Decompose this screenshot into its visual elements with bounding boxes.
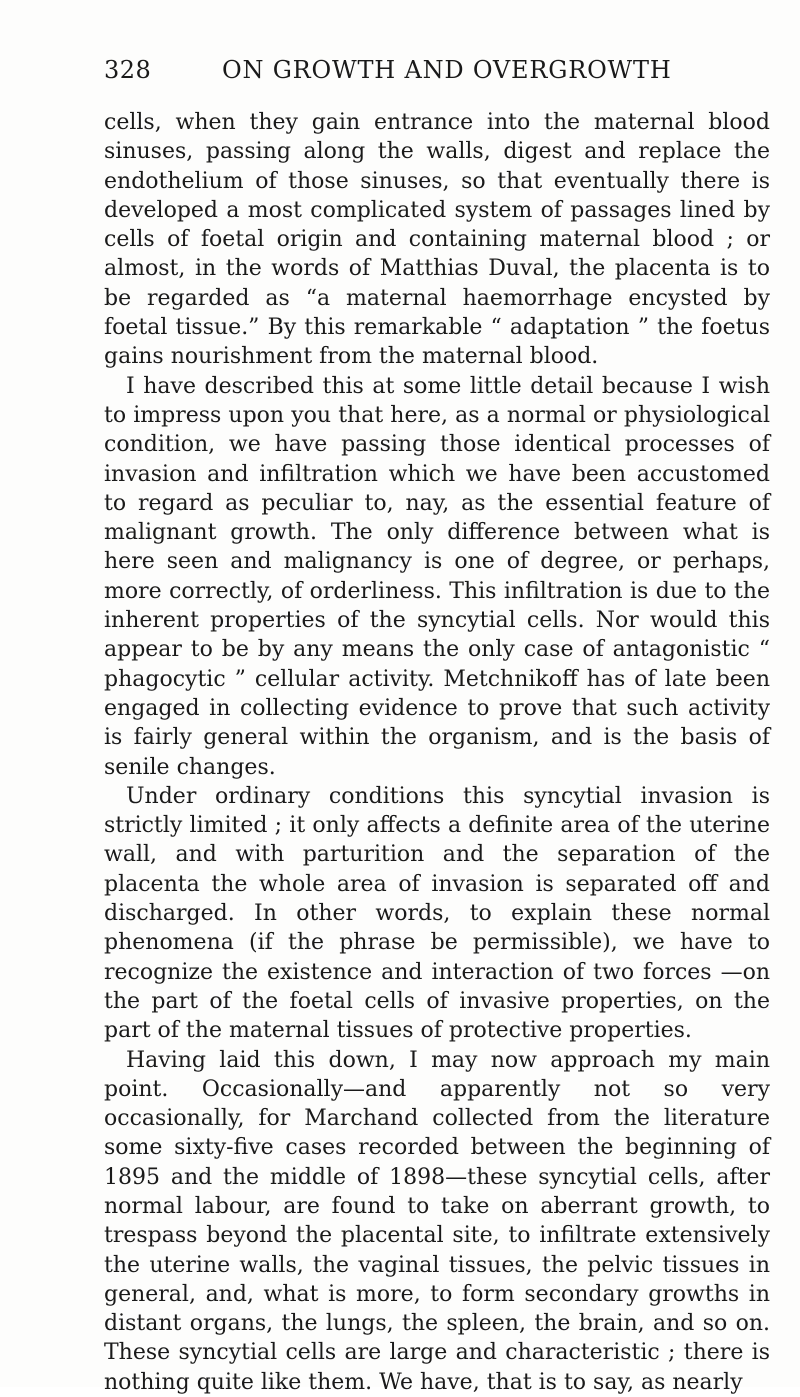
page-number: 328 <box>104 56 151 84</box>
paragraph: Having laid this down, I may now approach my main point. Occasionally—and apparently not so very occasionally, for Marchand collected from the literature some sixty-five cases recorded between the beginning of 1895 and the middle of 1898—these syncytial cells, after normal labour, are found to take on aberrant growth, to trespass beyond the placental site, to infiltrate extensively the uterine walls, the vaginal tissues, the pelvic tissues in general, and, what is more, to form secondary growths in distant organs, the lungs, the spleen, the brain, and so on. These syncytial cells are large and characteristic ; there is nothing quite like them. We have, that is to say, as nearly <box>104 1046 770 1397</box>
running-head <box>104 56 770 90</box>
paragraph: Under ordinary conditions this syncytial invasion is strictly limited ; it only affects a definite area of the uterine wall, and with parturition and the separation of the placenta the whole area of invasion is separated off and discharged. In other words, to explain these normal phenomena (if the phrase be permissible), we have to recognize the existence and interaction of two forces —on the part of the foetal cells of invasive properties, on the part of the maternal tissues of protective properties. <box>104 782 770 1046</box>
body-text <box>104 108 770 1397</box>
paragraph-continuation: cells, when they gain entrance into the maternal blood sinuses, passing along the walls, digest and replace the endothelium of those sinuses, so that eventually there is developed a most complicated system of passages lined by cells of foetal origin and containing maternal blood ; or almost, in the words of Matthias Duval, the placenta is to be regarded as “a maternal haemorrhage encysted by foetal tissue.” By this remarkable “ adaptation ” the foetus gains nourishment from the maternal blood. <box>104 108 770 372</box>
paragraph: I have described this at some little detail because I wish to impress upon you that here, as a normal or physiological condition, we have passing those identical processes of invasion and infiltration which we have been accustomed to regard as peculiar to, nay, as the essential feature of malignant growth. The only difference between what is here seen and malignancy is one of degree, or perhaps, more correctly, of orderliness. This infiltration is due to the inherent properties of the syncytial cells. Nor would this appear to be by any means the only case of antagonistic “ phagocytic ” cellular activity. Metchnikoff has of late been engaged in collecting evidence to prove that such activity is fairly general within the organism, and is the basis of senile changes. <box>104 372 770 782</box>
running-title: ON GROWTH AND OVERGROWTH <box>222 56 672 84</box>
